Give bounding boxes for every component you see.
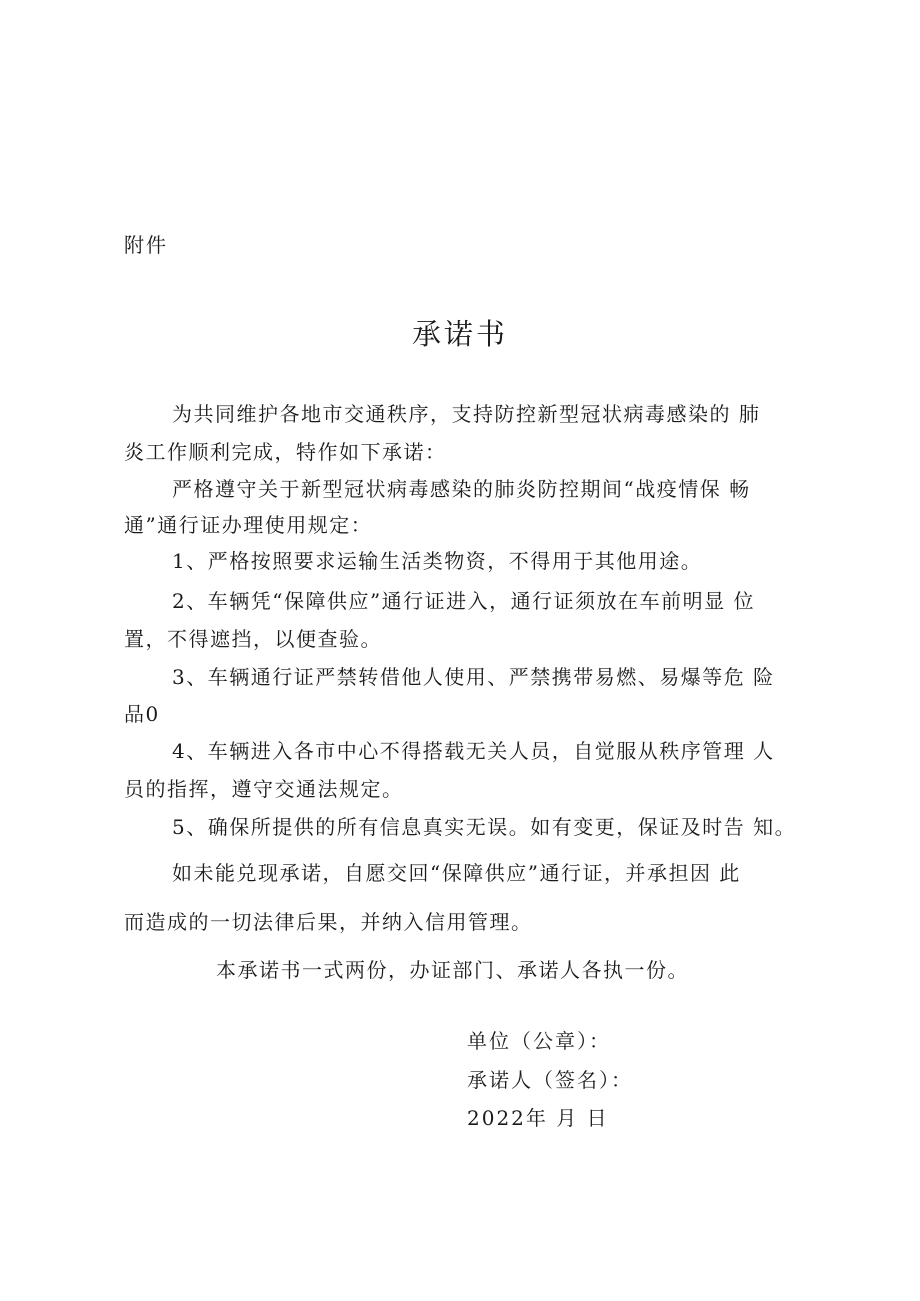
body-line: 严格遵守关于新型冠状病毒感染的肺炎防控期间“战疫情保 畅 xyxy=(172,477,751,501)
signature-unit: 单位（公章）： xyxy=(467,1029,611,1053)
signature-date: 2022年 月 日 xyxy=(467,1106,609,1130)
body-line: 而造成的一切法律后果，并纳入信用管理。 xyxy=(124,910,533,934)
body-line: 1、严格按照要求运输生活类物资，不得用于其他用途。 xyxy=(172,549,703,573)
body-line: 为共同维护各地市交通秩序，支持防控新型冠状病毒感染的 肺 xyxy=(172,402,761,426)
body-line: 通”通行证办理使用规定： xyxy=(124,513,373,537)
attachment-label: 附件 xyxy=(124,233,168,257)
body-line: 4、车辆进入各市中心不得搭载无关人员，自觉服从秩序管理 人 xyxy=(172,739,775,763)
signature-promisor: 承诺人（签名）： xyxy=(467,1068,633,1092)
body-line: 3、车辆通行证严禁转借他人使用、严禁携带易燃、易爆等危 险 xyxy=(172,665,775,689)
body-line: 2、车辆凭“保障供应”通行证进入，通行证须放在车前明显 位 xyxy=(172,589,756,613)
body-line: 如未能兑现承诺，自愿交回“保障供应”通行证，并承担因 此 xyxy=(172,861,741,885)
body-line: 本承诺书一式两份，办证部门、承诺人各执一份。 xyxy=(216,958,689,982)
body-line: 5、确保所提供的所有信息真实无误。如有变更，保证及时告 知。 xyxy=(172,815,797,839)
body-line: 品0 xyxy=(124,702,160,726)
document-title: 承诺书 xyxy=(411,317,508,351)
body-line: 炎工作顺利完成，特作如下承诺： xyxy=(124,440,447,464)
body-line: 置，不得遮挡，以便查验。 xyxy=(124,627,382,651)
body-line: 员的指挥，遵守交通法规定。 xyxy=(124,777,404,801)
